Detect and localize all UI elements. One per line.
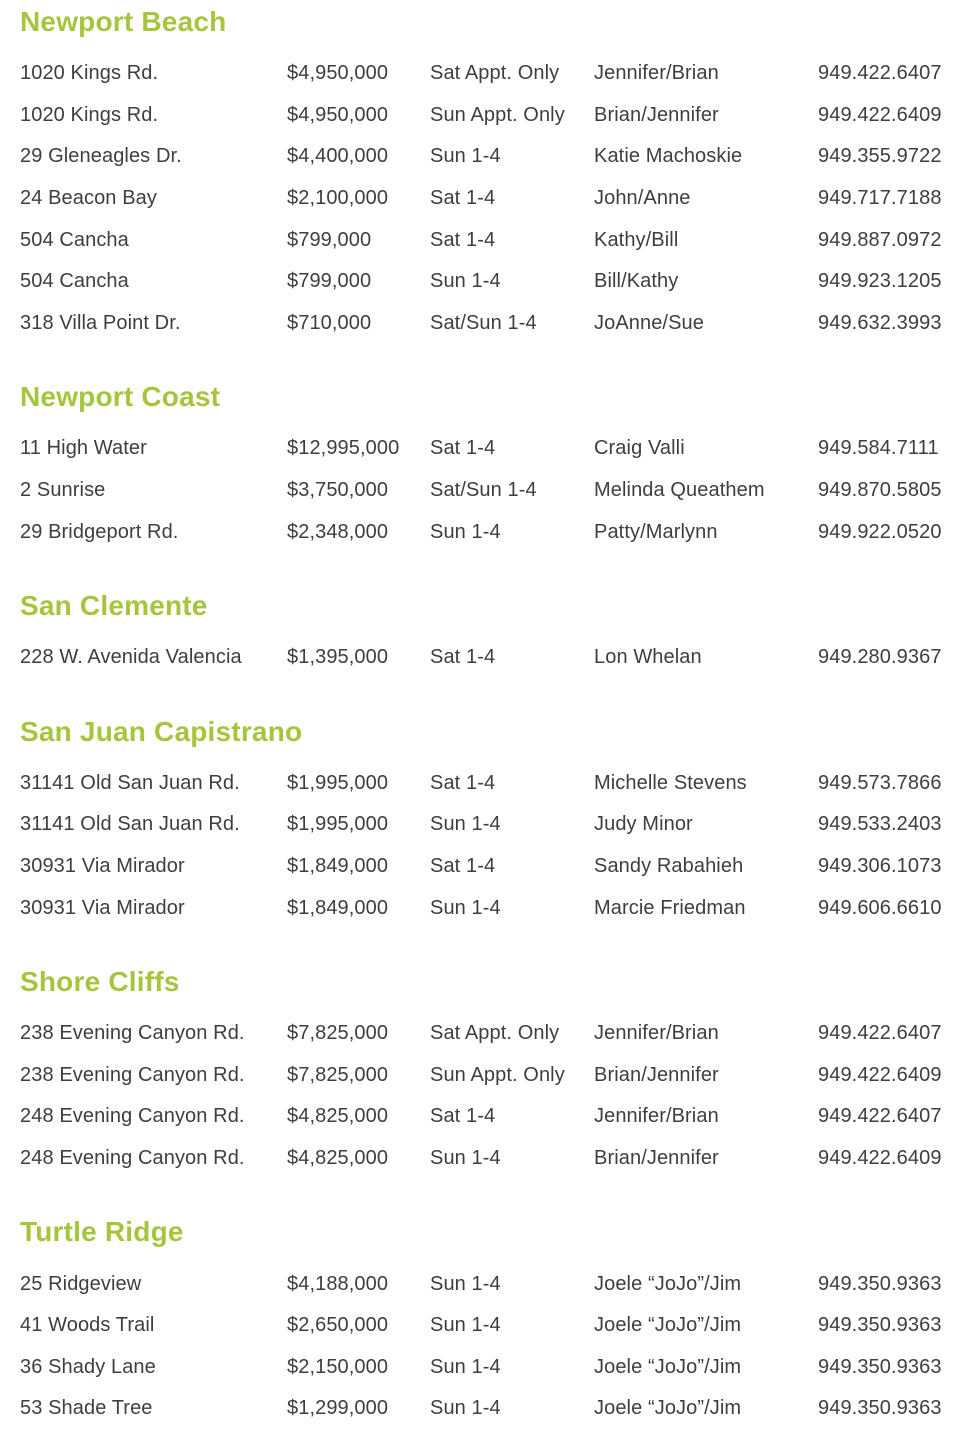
listing-open-time: Sat/Sun 1-4 [430, 311, 537, 334]
listing-price: $1,849,000 [287, 896, 389, 919]
listing-address: 504 Cancha [20, 228, 129, 251]
listing-phone: 949.350.9363 [818, 1314, 942, 1337]
listing-open-time: Sun 1-4 [430, 813, 501, 836]
listing-phone: 949.280.9367 [818, 646, 942, 669]
listing-open-time: Sat 1-4 [430, 771, 496, 794]
listing-address: 11 High Water [20, 437, 147, 460]
listing-open-time: Sun 1-4 [430, 145, 501, 168]
listing-row [20, 1138, 978, 1180]
listing-phone: 949.350.9363 [818, 1272, 942, 1295]
listing-open-time: Sun 1-4 [430, 270, 501, 293]
listing-address: 504 Cancha [20, 270, 129, 293]
listing-price: $12,995,000 [287, 437, 400, 460]
listing-phone: 949.870.5805 [818, 479, 942, 502]
listing-open-time: Sat Appt. Only [430, 62, 560, 85]
listing-open-time: Sun 1-4 [430, 1272, 501, 1295]
listing-phone: 949.632.3993 [818, 311, 942, 334]
listing-agent: Judy Minor [594, 813, 693, 836]
listing-agent: Brian/Jennifer [594, 1063, 719, 1086]
city-section [20, 717, 978, 929]
listing-row [20, 846, 978, 888]
listing-price: $7,825,000 [287, 1063, 389, 1086]
listing-row [20, 428, 978, 470]
listing-agent: Brian/Jennifer [594, 1146, 719, 1169]
listing-address: 41 Woods Trail [20, 1314, 155, 1337]
listing-row [20, 53, 978, 95]
listing-price: $2,650,000 [287, 1314, 389, 1337]
listing-open-time: Sun 1-4 [430, 1146, 501, 1169]
listing-agent: Katie Machoskie [594, 145, 743, 168]
listing-agent: Craig Valli [594, 437, 685, 460]
listing-phone: 949.533.2403 [818, 813, 942, 836]
listing-address: 248 Evening Canyon Rd. [20, 1146, 245, 1169]
listing-price: $2,100,000 [287, 187, 389, 210]
listing-rows [20, 53, 978, 344]
listing-row [20, 470, 978, 512]
listing-agent: Melinda Queathem [594, 479, 765, 502]
listing-row [20, 804, 978, 846]
city-heading: San Juan Capistrano [20, 715, 303, 747]
listing-price: $1,299,000 [287, 1397, 389, 1420]
listing-address: 53 Shade Tree [20, 1397, 153, 1420]
listing-price: $4,400,000 [287, 145, 389, 168]
listing-agent: Sandy Rabahieh [594, 855, 744, 878]
listing-address: 36 Shady Lane [20, 1355, 156, 1378]
listing-agent: Jennifer/Brian [594, 1105, 719, 1128]
city-section [20, 382, 978, 553]
listing-row [20, 1055, 978, 1097]
listing-phone: 949.422.6409 [818, 1063, 942, 1086]
listing-rows [20, 1013, 978, 1179]
listing-address: 30931 Via Mirador [20, 855, 185, 878]
listing-price: $710,000 [287, 311, 372, 334]
listing-open-time: Sun 1-4 [430, 520, 501, 543]
listing-price: $2,348,000 [287, 520, 389, 543]
listing-price: $2,150,000 [287, 1355, 389, 1378]
listing-row [20, 1013, 978, 1055]
listing-open-time: Sat 1-4 [430, 228, 496, 251]
listing-address: 228 W. Avenida Valencia [20, 646, 242, 669]
listing-phone: 949.422.6409 [818, 1146, 942, 1169]
listing-address: 29 Bridgeport Rd. [20, 520, 179, 543]
listing-phone: 949.887.0972 [818, 228, 942, 251]
city-heading: Shore Cliffs [20, 965, 180, 997]
listing-agent: Joele “JoJo”/Jim [594, 1355, 742, 1378]
listing-phone: 949.306.1073 [818, 855, 942, 878]
city-heading: Newport Beach [20, 6, 227, 37]
listing-price: $799,000 [287, 270, 372, 293]
listing-agent: Kathy/Bill [594, 228, 679, 251]
listing-price: $7,825,000 [287, 1022, 389, 1045]
city-section [20, 967, 978, 1179]
city-section [20, 1217, 978, 1429]
listing-rows [20, 763, 978, 929]
listing-row [20, 1096, 978, 1138]
listing-phone: 949.923.1205 [818, 270, 942, 293]
listing-open-time: Sat 1-4 [430, 855, 496, 878]
listing-address: 1020 Kings Rd. [20, 62, 159, 85]
listing-phone: 949.584.7111 [818, 437, 939, 460]
listing-phone: 949.355.9722 [818, 145, 942, 168]
listing-open-time: Sun 1-4 [430, 1355, 501, 1378]
city-heading: Newport Coast [20, 381, 221, 413]
listing-agent: Michelle Stevens [594, 771, 747, 794]
listing-open-time: Sun Appt. Only [430, 103, 565, 126]
listing-row [20, 637, 978, 679]
listing-rows [20, 637, 978, 679]
listing-agent: Joele “JoJo”/Jim [594, 1314, 742, 1337]
listing-phone: 949.606.6610 [818, 896, 942, 919]
listing-open-time: Sat/Sun 1-4 [430, 479, 537, 502]
city-heading: San Clemente [20, 589, 208, 621]
listing-open-time: Sat 1-4 [430, 437, 496, 460]
listing-phone: 949.922.0520 [818, 520, 942, 543]
listing-agent: Patty/Marlynn [594, 520, 718, 543]
listing-open-time: Sun 1-4 [430, 1397, 501, 1420]
city-heading: Turtle Ridge [20, 1216, 184, 1248]
listing-row [20, 95, 978, 137]
listing-price: $1,395,000 [287, 646, 389, 669]
listing-phone: 949.422.6407 [818, 1022, 942, 1045]
listing-address: 29 Gleneagles Dr. [20, 145, 182, 168]
listing-price: $1,995,000 [287, 813, 389, 836]
listing-address: 25 Ridgeview [20, 1272, 142, 1295]
listing-open-time: Sun Appt. Only [430, 1063, 565, 1086]
listing-address: 238 Evening Canyon Rd. [20, 1063, 245, 1086]
listing-agent: Joele “JoJo”/Jim [594, 1397, 742, 1420]
listing-price: $3,750,000 [287, 479, 389, 502]
listing-address: 30931 Via Mirador [20, 896, 185, 919]
listing-open-time: Sat 1-4 [430, 187, 496, 210]
listing-price: $1,995,000 [287, 771, 389, 794]
listing-agent: Jennifer/Brian [594, 62, 719, 85]
city-section [20, 591, 978, 679]
listing-open-time: Sat 1-4 [430, 646, 496, 669]
listing-phone: 949.422.6407 [818, 62, 942, 85]
listing-agent: John/Anne [594, 187, 691, 210]
listing-row [20, 1346, 978, 1388]
listing-open-time: Sat Appt. Only [430, 1022, 560, 1045]
city-section [20, 7, 978, 344]
listing-row [20, 136, 978, 178]
listing-agent: Brian/Jennifer [594, 103, 719, 126]
listing-phone: 949.573.7866 [818, 771, 942, 794]
listing-price: $799,000 [287, 228, 372, 251]
listing-row [20, 763, 978, 805]
listing-price: $4,950,000 [287, 62, 389, 85]
listing-row [20, 1305, 978, 1347]
listing-address: 318 Villa Point Dr. [20, 311, 181, 334]
listing-address: 238 Evening Canyon Rd. [20, 1022, 245, 1045]
listing-phone: 949.422.6409 [818, 103, 942, 126]
listing-agent: Jennifer/Brian [594, 1022, 719, 1045]
listing-address: 1020 Kings Rd. [20, 103, 159, 126]
listing-address: 31141 Old San Juan Rd. [20, 771, 240, 794]
listing-address: 2 Sunrise [20, 479, 106, 502]
listing-row [20, 303, 978, 345]
listing-agent: Joele “JoJo”/Jim [594, 1272, 742, 1295]
listing-price: $4,825,000 [287, 1105, 389, 1128]
listing-phone: 949.350.9363 [818, 1397, 942, 1420]
listing-rows [20, 428, 978, 553]
listing-price: $4,825,000 [287, 1146, 389, 1169]
listing-price: $4,188,000 [287, 1272, 389, 1295]
listing-row [20, 511, 978, 553]
listing-row [20, 219, 978, 261]
listing-phone: 949.350.9363 [818, 1355, 942, 1378]
listing-open-time: Sat 1-4 [430, 1105, 496, 1128]
listing-price: $4,950,000 [287, 103, 389, 126]
listing-row [20, 1263, 978, 1305]
listing-price: $1,849,000 [287, 855, 389, 878]
listing-address: 24 Beacon Bay [20, 187, 157, 210]
listing-row [20, 887, 978, 929]
listing-address: 31141 Old San Juan Rd. [20, 813, 240, 836]
listing-open-time: Sun 1-4 [430, 896, 501, 919]
listing-agent: Marcie Friedman [594, 896, 746, 919]
listing-row [20, 261, 978, 303]
listing-agent: JoAnne/Sue [594, 311, 704, 334]
listing-row [20, 178, 978, 220]
listing-row [20, 1388, 978, 1430]
listing-phone: 949.717.7188 [818, 187, 942, 210]
listing-phone: 949.422.6407 [818, 1105, 942, 1128]
listing-agent: Bill/Kathy [594, 270, 679, 293]
listing-agent: Lon Whelan [594, 646, 702, 669]
listing-address: 248 Evening Canyon Rd. [20, 1105, 245, 1128]
listing-rows [20, 1263, 978, 1429]
listing-open-time: Sun 1-4 [430, 1314, 501, 1337]
